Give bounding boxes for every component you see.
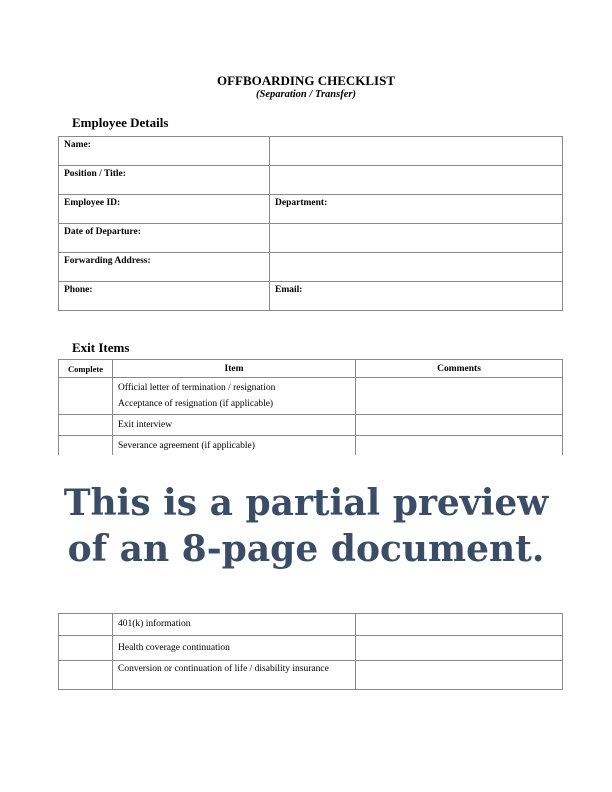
comments-cell[interactable] (356, 378, 563, 415)
complete-cell[interactable] (59, 378, 113, 415)
complete-cell[interactable] (59, 436, 113, 456)
partial-preview-notice (0, 480, 612, 572)
complete-cell[interactable] (59, 661, 113, 690)
exit-items-table-top (58, 359, 563, 455)
field-label: Name: (59, 137, 270, 166)
comments-cell[interactable] (356, 415, 563, 436)
table-row (59, 253, 563, 282)
table-row (59, 166, 563, 195)
notice-line-2: of an 8-page document. (67, 528, 545, 570)
comments-cell[interactable] (356, 436, 563, 456)
item-text: Exit interview (113, 415, 356, 436)
field-value[interactable] (270, 166, 563, 195)
exit-items-table-bottom (58, 613, 563, 690)
notice-line-1: This is a partial preview (63, 482, 549, 524)
item-text: Acceptance of resignation (if applicable) (118, 399, 274, 409)
item-text: Health coverage continuation (113, 636, 356, 661)
field-label: Department: (270, 195, 563, 224)
header-complete: Complete (59, 360, 113, 378)
table-row (59, 614, 563, 636)
employee-details-heading: Employee Details (72, 115, 169, 130)
field-label: Forwarding Address: (59, 253, 270, 282)
employee-details-table (58, 136, 563, 311)
table-row (59, 378, 563, 415)
field-label: Position / Title: (59, 166, 270, 195)
field-label: Date of Departure: (59, 224, 270, 253)
table-row (59, 636, 563, 661)
comments-cell[interactable] (356, 636, 563, 661)
field-label: Email: (270, 282, 563, 311)
complete-cell[interactable] (59, 415, 113, 436)
comments-cell[interactable] (356, 661, 563, 690)
comments-cell[interactable] (356, 614, 563, 636)
field-label: Employee ID: (59, 195, 270, 224)
header-comments: Comments (356, 360, 563, 378)
table-header-row (59, 360, 563, 378)
field-value[interactable] (270, 253, 563, 282)
table-row (59, 137, 563, 166)
table-row (59, 224, 563, 253)
table-row (59, 436, 563, 456)
item-text: Conversion or continuation of life / disability insurance (113, 661, 356, 690)
document-title: OFFBOARDING CHECKLIST (216, 73, 396, 88)
table-row (59, 415, 563, 436)
document-subtitle: (Separation / Transfer) (256, 89, 356, 100)
field-label: Phone: (59, 282, 270, 311)
complete-cell[interactable] (59, 636, 113, 661)
field-value[interactable] (270, 137, 563, 166)
table-row (59, 195, 563, 224)
exit-items-heading: Exit Items (72, 340, 130, 355)
table-row (59, 282, 563, 311)
table-row (59, 661, 563, 690)
complete-cell[interactable] (59, 614, 113, 636)
item-text: Severance agreement (if applicable) (113, 436, 356, 456)
field-value[interactable] (270, 224, 563, 253)
item-text: 401(k) information (113, 614, 356, 636)
item-text: Official letter of termination / resignation (118, 383, 276, 393)
header-item: Item (113, 360, 356, 378)
